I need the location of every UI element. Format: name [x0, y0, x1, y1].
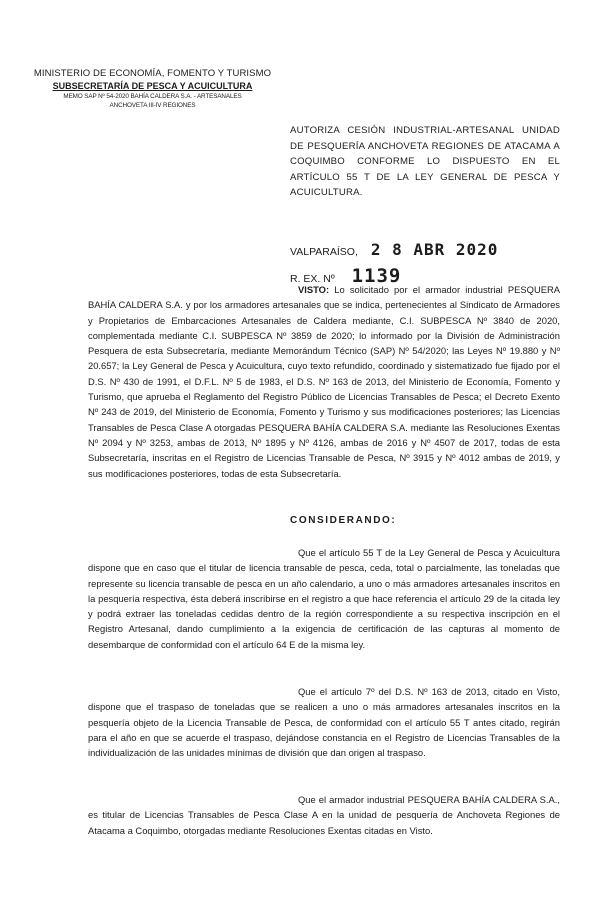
considerando-paragraph-2	[88, 684, 560, 760]
memo-reference: MEMO SAP Nº 54-2020 BAHÍA CALDERA S.A. - ARTESANALES	[63, 93, 242, 100]
visto-label: VISTO:	[298, 284, 330, 295]
resolution-subject: AUTORIZA CESIÓN INDUSTRIAL-ARTESANAL UNIDAD DE PESQUERÍA ANCHOVETA REGIONES DE ATACAMA A COQUIMBO CONFORME LO DISPUESTO EN EL ARTÍCULO 55 T DE LA LEY GENERAL DE PESCA Y ACUICULTURA.	[290, 125, 560, 198]
resolution-number: 1139	[351, 265, 402, 287]
considerando-text-1: Que el artículo 55 T de la Ley General de Pesca y Acuicultura dispone que en caso que el titular de licencia transable de pesca, ceda, total o parcialmente, las toneladas que represente su licencia transable de pesca en un año calendario, a uno o más armadores artesanales inscritos en la pesquería respectiva, ésta deberá inscribirse en el registro a que hace referencia el artículo 29 de la citada ley y podrá extraer las toneladas cedidas dentro de la región correspondiente a su respectiva inscripción en el Registro Artesanal, dando cumplimiento a la exigencia de certificación de las capturas al momento de desembarque de conformidad con el artículo 64 E de la misma ley.	[88, 547, 560, 650]
ministry-name: MINISTERIO DE ECONOMÍA, FOMENTO Y TURISMO	[33, 68, 272, 79]
subsecretaria-name: SUBSECRETARÍA DE PESCA Y ACUICULTURA	[52, 81, 253, 91]
visto-text: Lo solicitado por el armador industrial PESQUERA BAHÍA CALDERA S.A. y por los armadores artesanales que se indica, pertenecientes al Sindicato de Armadores y Propietarios de Embarcaciones Artesanales de Caldera mediante, C.I. SUBPESCA Nº 3840 de 2020, complementada mediante C.I. SUBPESCA Nº 3859 de 2020; lo informado por la División de Administración Pesquera de esta Subsecretaría, mediante Memorándum Técnico (SAP) Nº 54/2020; las Leyes Nº 19.880 y Nº 20.657; la Ley General de Pesca y Acuicultura, cuyo texto refundido, coordinado y sistematizado fue fijado por el D.S. Nº 430 de 1991, el D.F.L. Nº 5 de 1983, el D.S. Nº 163 de 2013, del Ministerio de Economía, Fomento y Turismo, que aprueba el Reglamento del Registro Público de Licencias Transables de Pesca; el Decreto Exento Nº 243 de 2019, del Ministerio de Economía, Fomento y Turismo y sus modificaciones posteriores; las Licencias Transables de Pesca Clase A otorgadas PESQUERA BAHÍA CALDERA S.A. mediante las Resoluciones Exentas Nº 2094 y Nº 3253, ambas de 2013, Nº 1895 y Nº 4126, ambas de 2016 y Nº 4507 de 2017, todas de esta Subsecretaría, inscritas en el Registro de Licencias Transable de Pesca, Nº 3915 y Nº 4012 ambas de 2019, y sus modificaciones posteriores, todas de esta Subsecretaría.	[88, 284, 561, 479]
resolution-label: R. EX. Nº	[290, 273, 335, 285]
memo-reference-2: ANCHOVETA III-IV REGIONES	[109, 102, 196, 109]
considerando-text-2: Que el artículo 7º del D.S. Nº 163 de 2013, citado en Visto, dispone que el traspaso de toneladas que se realicen a uno o más armadores artesanales inscritos en la pesquería objeto de la Licencia Transable de Pesca, de conformidad con el artículo 55 T antes citado, regirán para el año en que se acuerde el traspaso, dejándose constancia en el Registro de Licencias Transables de la individualización de las unidades mínimas de división que dan origen al traspaso.	[88, 686, 560, 759]
considerando-heading: CONSIDERANDO:	[290, 515, 397, 526]
date-line	[290, 240, 498, 259]
date-stamp: 2 8 ABR 2020	[370, 240, 499, 259]
considerando-paragraph-3	[88, 792, 560, 838]
considerando-text-3: Que el armador industrial PESQUERA BAHÍA CALDERA S.A., es titular de Licencias Transables de Pesca Clase A en la unidad de pesquería de Anchoveta Regiones de Atacama a Coquimbo, otorgadas mediante Resoluciones Exentas citadas en Visto.	[88, 794, 560, 836]
visto-paragraph	[88, 282, 560, 481]
considerando-paragraph-1	[88, 545, 560, 652]
date-place: VALPARAÍSO,	[290, 246, 358, 258]
letterhead	[30, 68, 275, 110]
